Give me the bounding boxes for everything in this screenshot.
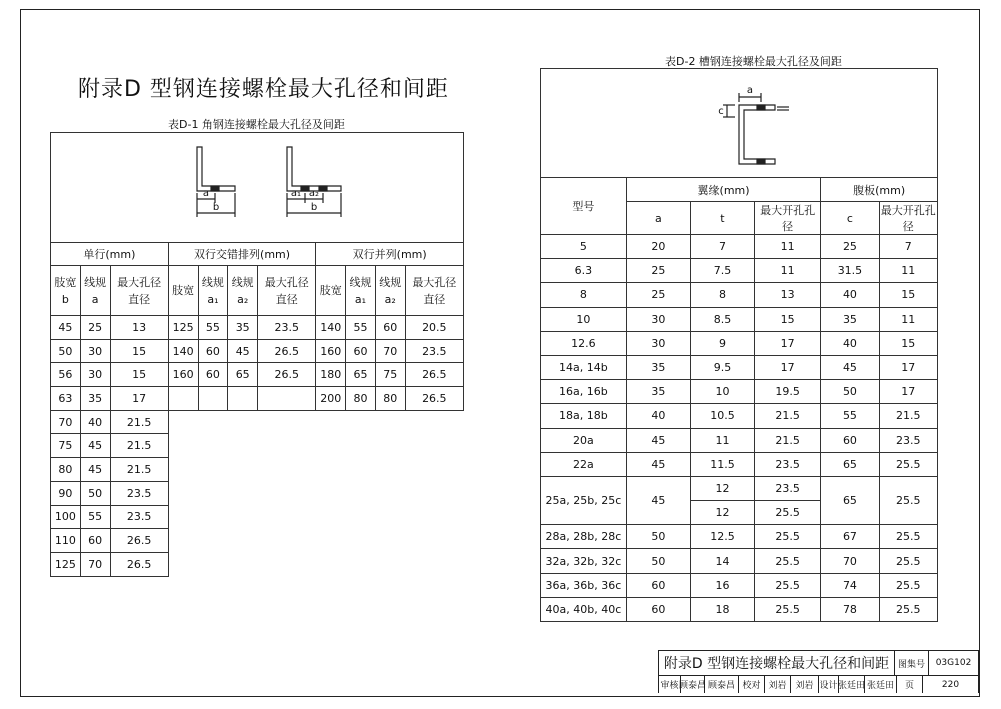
t2-cell: 60	[626, 573, 690, 597]
title-block-field: 刘岩	[765, 676, 791, 693]
t2-cell: 15	[879, 331, 937, 355]
table-row	[541, 428, 938, 452]
table-row	[541, 307, 938, 331]
t2-cell: 50	[821, 380, 879, 404]
t2-cell: 74	[821, 573, 879, 597]
angle-steel-diagram	[51, 133, 463, 239]
t2-cell: 25.5	[879, 573, 937, 597]
t2-cell: 40	[821, 331, 879, 355]
t2-cell: 11	[879, 307, 937, 331]
sub-web-hole: 最大开孔孔径	[879, 202, 937, 235]
table-row	[541, 573, 938, 597]
title-block-field: 张廷田	[839, 676, 865, 693]
group-parallel: 双行并列(mm)	[316, 243, 464, 266]
t1-cell: 65	[228, 363, 258, 387]
t1-cell	[258, 387, 316, 411]
t1-cell: 70	[80, 552, 110, 576]
t1-col-header: 线规 a₂	[228, 266, 258, 316]
t1-cell: 60	[375, 316, 405, 340]
group-web: 腹板(mm)	[821, 178, 938, 202]
t2-cell: 23.5	[755, 452, 821, 476]
t2-cell: 30	[626, 331, 690, 355]
t1-cell: 56	[51, 363, 81, 387]
label-c: c	[718, 106, 724, 117]
t2-cell: 55	[821, 404, 879, 428]
t1-cell: 100	[51, 505, 81, 529]
t1-cell: 80	[346, 387, 376, 411]
t2-cell: 25.5	[879, 525, 937, 549]
t1-cell: 30	[80, 339, 110, 363]
title-block-title: 附录D 型钢连接螺栓最大孔径和间距	[659, 651, 895, 675]
t2-cell: 18	[690, 597, 754, 621]
title-block-field: 校对	[739, 676, 765, 693]
t2-cell: 23.5	[755, 476, 821, 500]
t1-cell: 15	[110, 339, 168, 363]
label-b2: b	[310, 202, 318, 213]
group-flange: 翼缘(mm)	[626, 178, 820, 202]
t2-cell: 50	[626, 525, 690, 549]
t1-cell: 70	[51, 410, 81, 434]
t1-cell: 21.5	[110, 410, 168, 434]
t2-cell: 10	[690, 380, 754, 404]
t1-col-header: 肢宽 b	[51, 266, 81, 316]
t1-cell: 17	[110, 387, 168, 411]
t1-col-header: 线规 a₂	[375, 266, 405, 316]
t2-cell: 45	[626, 428, 690, 452]
t1-cell: 63	[51, 387, 81, 411]
t2-cell: 21.5	[879, 404, 937, 428]
angle-steel-table	[50, 132, 464, 577]
t1-cell: 25	[80, 316, 110, 340]
atlas-number: 03G102	[929, 651, 979, 675]
t1-cell: 23.5	[405, 339, 463, 363]
t2-cell: 14	[690, 549, 754, 573]
t2-cell: 12.5	[690, 525, 754, 549]
t1-cell: 23.5	[110, 481, 168, 505]
sub-a: a	[626, 202, 690, 235]
t2-cell: 25	[626, 283, 690, 307]
t2-cell: 10.5	[690, 404, 754, 428]
t2-cell: 14a, 14b	[541, 355, 627, 379]
t1-cell: 20.5	[405, 316, 463, 340]
t1-cell: 23.5	[110, 505, 168, 529]
table-row	[51, 316, 464, 340]
t2-cell: 15	[755, 307, 821, 331]
sub-c: c	[821, 202, 879, 235]
title-block-field: 顾泰昌	[681, 676, 705, 693]
t1-col-header: 线规 a	[80, 266, 110, 316]
t2-cell: 13	[755, 283, 821, 307]
sub-t: t	[690, 202, 754, 235]
t1-cell: 200	[316, 387, 346, 411]
label-a1: a₁	[290, 188, 302, 199]
table1-caption: 表D-1 角钢连接螺栓最大孔径及间距	[168, 118, 345, 131]
t2-cell: 25.5	[755, 597, 821, 621]
t1-cell: 40	[80, 410, 110, 434]
t2-cell: 25a, 25b, 25c	[541, 476, 627, 524]
channel-diagram-cell	[541, 69, 938, 178]
t2-cell: 16a, 16b	[541, 380, 627, 404]
t1-cell: 60	[198, 339, 228, 363]
t2-cell: 28a, 28b, 28c	[541, 525, 627, 549]
t2-cell: 40	[821, 283, 879, 307]
t2-cell: 25.5	[879, 476, 937, 524]
t2-cell: 32a, 32b, 32c	[541, 549, 627, 573]
t2-cell: 22a	[541, 452, 627, 476]
title-block-field: 设计	[819, 676, 839, 693]
t2-cell: 60	[821, 428, 879, 452]
t1-cell: 45	[51, 316, 81, 340]
t2-cell: 6.3	[541, 259, 627, 283]
channel-steel-table	[540, 68, 938, 622]
t2-cell: 65	[821, 452, 879, 476]
t2-cell: 8.5	[690, 307, 754, 331]
label-a: a	[202, 188, 210, 199]
t1-cell: 50	[51, 339, 81, 363]
title-block-field: 审核	[659, 676, 681, 693]
t2-cell: 25.5	[755, 573, 821, 597]
title-block-field: 刘岩	[791, 676, 819, 693]
t2-cell: 50	[626, 549, 690, 573]
title-block	[658, 650, 979, 693]
t2-cell: 31.5	[821, 259, 879, 283]
t2-cell: 15	[879, 283, 937, 307]
t1-cell	[198, 387, 228, 411]
label-b: b	[212, 202, 220, 213]
t2-cell: 17	[755, 331, 821, 355]
t1-cell: 60	[80, 529, 110, 553]
t2-cell: 7.5	[690, 259, 754, 283]
t1-cell: 13	[110, 316, 168, 340]
title-block-field: 页	[897, 676, 923, 693]
t1-cell: 55	[198, 316, 228, 340]
t1-cell: 160	[316, 339, 346, 363]
table-row	[541, 283, 938, 307]
table-row	[541, 549, 938, 573]
t1-empty-area	[168, 410, 463, 576]
page-title: 附录D 型钢连接螺栓最大孔径和间距	[78, 77, 449, 102]
t2-cell: 12	[690, 501, 754, 525]
t1-col-header: 最大孔径 直径	[258, 266, 316, 316]
t2-cell: 25	[626, 259, 690, 283]
t1-cell: 80	[375, 387, 405, 411]
t1-cell: 21.5	[110, 458, 168, 482]
t2-cell: 20a	[541, 428, 627, 452]
t2-cell: 7	[690, 235, 754, 259]
t1-cell: 90	[51, 481, 81, 505]
table-row	[541, 525, 938, 549]
t2-cell: 17	[879, 380, 937, 404]
t1-cell: 125	[168, 316, 198, 340]
t1-cell	[228, 387, 258, 411]
table-row	[51, 387, 464, 411]
t1-cell: 26.5	[405, 363, 463, 387]
t2-cell: 35	[626, 380, 690, 404]
t2-cell: 19.5	[755, 380, 821, 404]
t1-cell: 21.5	[110, 434, 168, 458]
t2-cell: 16	[690, 573, 754, 597]
t2-cell: 35	[626, 355, 690, 379]
t1-col-header: 最大孔径 直径	[405, 266, 463, 316]
label-a2: a₂	[308, 188, 320, 199]
t2-cell: 9	[690, 331, 754, 355]
table-row	[541, 355, 938, 379]
sub-max-hole: 最大开孔孔径	[755, 202, 821, 235]
t1-cell: 180	[316, 363, 346, 387]
t2-cell: 35	[821, 307, 879, 331]
table-row	[541, 404, 938, 428]
table-row	[541, 476, 938, 500]
t2-cell: 18a, 18b	[541, 404, 627, 428]
t2-cell: 25.5	[755, 501, 821, 525]
table-row	[51, 410, 464, 434]
t1-col-header: 肢宽	[316, 266, 346, 316]
t1-cell: 35	[228, 316, 258, 340]
t2-cell: 67	[821, 525, 879, 549]
t2-cell: 23.5	[879, 428, 937, 452]
title-block-field: 顾泰昌	[705, 676, 739, 693]
t2-cell: 65	[821, 476, 879, 524]
t1-cell: 30	[80, 363, 110, 387]
t2-cell: 7	[879, 235, 937, 259]
t2-cell: 17	[879, 355, 937, 379]
t2-cell: 70	[821, 549, 879, 573]
table2-caption: 表D-2 槽钢连接螺栓最大孔径及间距	[665, 55, 842, 68]
table-row	[541, 452, 938, 476]
t1-cell: 80	[51, 458, 81, 482]
t1-cell: 45	[80, 434, 110, 458]
table-row	[541, 331, 938, 355]
t1-cell: 50	[80, 481, 110, 505]
t1-cell: 65	[346, 363, 376, 387]
t1-cell: 45	[228, 339, 258, 363]
t1-cell: 125	[51, 552, 81, 576]
t2-cell: 11.5	[690, 452, 754, 476]
t2-cell: 25.5	[755, 549, 821, 573]
group-single: 单行(mm)	[51, 243, 169, 266]
title-block-field: 张廷田	[865, 676, 897, 693]
t2-cell: 8	[690, 283, 754, 307]
t2-cell: 25.5	[755, 525, 821, 549]
group-staggered: 双行交错排列(mm)	[168, 243, 316, 266]
table-row	[541, 235, 938, 259]
t2-cell: 36a, 36b, 36c	[541, 573, 627, 597]
t2-cell: 11	[755, 235, 821, 259]
table-row	[541, 380, 938, 404]
t1-col-header: 最大孔径 直径	[110, 266, 168, 316]
table-row	[51, 339, 464, 363]
t2-cell: 20	[626, 235, 690, 259]
t2-cell: 25.5	[879, 597, 937, 621]
t1-cell: 75	[375, 363, 405, 387]
t1-cell: 70	[375, 339, 405, 363]
label-a: a	[746, 85, 754, 96]
t1-cell: 26.5	[405, 387, 463, 411]
t1-cell: 35	[80, 387, 110, 411]
t1-col-header: 线规 a₁	[198, 266, 228, 316]
t2-cell: 10	[541, 307, 627, 331]
atlas-label: 图集号	[895, 651, 929, 675]
t1-cell: 160	[168, 363, 198, 387]
t1-col-header: 肢宽	[168, 266, 198, 316]
t1-cell: 55	[346, 316, 376, 340]
t1-cell: 26.5	[110, 552, 168, 576]
table-row	[541, 597, 938, 621]
t1-cell: 15	[110, 363, 168, 387]
t2-cell: 8	[541, 283, 627, 307]
t2-cell: 60	[626, 597, 690, 621]
t2-cell: 17	[755, 355, 821, 379]
t1-cell: 26.5	[258, 339, 316, 363]
t2-cell: 12	[690, 476, 754, 500]
t1-col-header: 线规 a₁	[346, 266, 376, 316]
t2-cell: 25	[821, 235, 879, 259]
t1-cell: 45	[80, 458, 110, 482]
t1-cell: 110	[51, 529, 81, 553]
t2-cell: 21.5	[755, 404, 821, 428]
t2-cell: 45	[626, 476, 690, 524]
header-type: 型号	[541, 178, 627, 235]
t2-cell: 9.5	[690, 355, 754, 379]
t2-cell: 12.6	[541, 331, 627, 355]
t2-cell: 45	[821, 355, 879, 379]
t2-cell: 5	[541, 235, 627, 259]
angle-diagram-cell	[51, 133, 464, 243]
channel-steel-diagram	[541, 69, 937, 174]
t1-cell: 60	[346, 339, 376, 363]
t2-cell: 30	[626, 307, 690, 331]
t2-cell: 25.5	[879, 549, 937, 573]
t1-cell: 26.5	[110, 529, 168, 553]
t2-cell: 40a, 40b, 40c	[541, 597, 627, 621]
t1-cell: 60	[198, 363, 228, 387]
t1-cell: 75	[51, 434, 81, 458]
t1-cell: 23.5	[258, 316, 316, 340]
table-row	[51, 363, 464, 387]
t2-cell: 78	[821, 597, 879, 621]
t1-cell: 55	[80, 505, 110, 529]
t2-cell: 25.5	[879, 452, 937, 476]
t2-cell: 45	[626, 452, 690, 476]
t2-cell: 11	[879, 259, 937, 283]
t1-cell	[168, 387, 198, 411]
t1-cell: 140	[168, 339, 198, 363]
t2-cell: 21.5	[755, 428, 821, 452]
t1-cell: 26.5	[258, 363, 316, 387]
table-row	[541, 259, 938, 283]
t1-cell: 140	[316, 316, 346, 340]
t2-cell: 11	[690, 428, 754, 452]
t2-cell: 11	[755, 259, 821, 283]
t2-cell: 40	[626, 404, 690, 428]
title-block-field: 220	[923, 676, 979, 693]
